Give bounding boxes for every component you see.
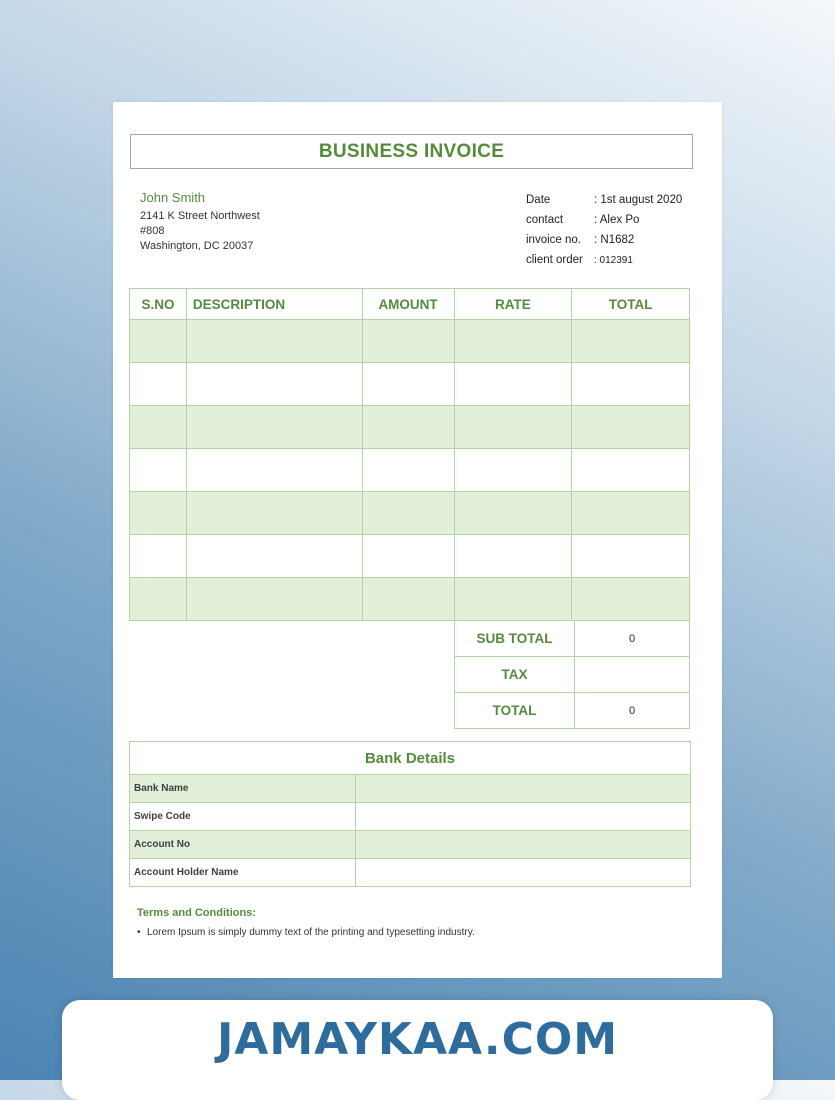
table-cell[interactable] bbox=[454, 406, 572, 449]
table-cell[interactable] bbox=[130, 449, 187, 492]
sender-address-line2: #808 bbox=[140, 225, 165, 237]
bank-field-value[interactable] bbox=[356, 803, 691, 831]
table-cell[interactable] bbox=[362, 406, 454, 449]
table-cell[interactable] bbox=[186, 535, 362, 578]
meta-label: client order bbox=[526, 254, 583, 266]
table-row bbox=[130, 578, 690, 621]
meta-value: : Alex Po bbox=[594, 214, 640, 226]
terms-title: Terms and Conditions: bbox=[137, 907, 256, 919]
table-cell[interactable] bbox=[186, 406, 362, 449]
table-cell[interactable] bbox=[362, 535, 454, 578]
table-cell[interactable] bbox=[186, 363, 362, 406]
table-cell[interactable] bbox=[362, 363, 454, 406]
meta-row-invoice-no bbox=[526, 230, 682, 250]
meta-value: : 012391 bbox=[594, 254, 633, 266]
table-cell[interactable] bbox=[130, 406, 187, 449]
bank-row-bank-name bbox=[130, 775, 691, 803]
invoice-title: BUSINESS INVOICE bbox=[130, 134, 693, 169]
table-cell[interactable] bbox=[362, 492, 454, 535]
meta-row-contact bbox=[526, 210, 682, 230]
sender-address-line1: 2141 K Street Northwest bbox=[140, 210, 260, 222]
bank-details-title: Bank Details bbox=[130, 742, 691, 775]
meta-value: : N1682 bbox=[594, 234, 635, 246]
table-cell[interactable] bbox=[362, 449, 454, 492]
subtotal-value[interactable]: 0 bbox=[575, 621, 690, 657]
bank-row-account-no bbox=[130, 831, 691, 859]
bank-field-label: Account No bbox=[130, 831, 356, 859]
terms-item bbox=[137, 927, 475, 938]
tax-label: TAX bbox=[455, 657, 575, 693]
meta-row-client-order bbox=[526, 250, 682, 270]
tax-row bbox=[455, 657, 690, 693]
table-header-row bbox=[130, 289, 690, 320]
meta-label: invoice no. bbox=[526, 234, 581, 246]
table-row bbox=[130, 363, 690, 406]
table-row bbox=[130, 406, 690, 449]
subtotal-row bbox=[455, 621, 690, 657]
bullet-icon: • bbox=[137, 927, 141, 938]
table-cell[interactable] bbox=[186, 449, 362, 492]
tax-value[interactable] bbox=[575, 657, 690, 693]
meta-label: Date bbox=[526, 194, 551, 206]
column-header-sno: S.NO bbox=[130, 289, 187, 320]
bank-field-value[interactable] bbox=[356, 859, 691, 887]
table-cell[interactable] bbox=[186, 320, 362, 363]
table-cell[interactable] bbox=[454, 449, 572, 492]
table-cell[interactable] bbox=[186, 492, 362, 535]
table-cell[interactable] bbox=[572, 535, 690, 578]
bank-field-value[interactable] bbox=[356, 831, 691, 859]
meta-label: contact bbox=[526, 214, 564, 226]
table-cell[interactable] bbox=[572, 492, 690, 535]
column-header-amount: AMOUNT bbox=[362, 289, 454, 320]
table-row bbox=[130, 492, 690, 535]
brand-logo: JAMAYKAA.COM bbox=[216, 1014, 619, 1065]
column-header-rate: RATE bbox=[454, 289, 572, 320]
subtotal-label: SUB TOTAL bbox=[455, 621, 575, 657]
bank-field-label: Account Holder Name bbox=[130, 859, 356, 887]
table-cell[interactable] bbox=[454, 320, 572, 363]
bank-field-label: Bank Name bbox=[130, 775, 356, 803]
table-cell[interactable] bbox=[186, 578, 362, 621]
total-label: TOTAL bbox=[455, 693, 575, 729]
table-cell[interactable] bbox=[572, 320, 690, 363]
terms-section bbox=[137, 907, 475, 938]
column-header-total: TOTAL bbox=[572, 289, 690, 320]
sender-address-line3: Washington, DC 20037 bbox=[140, 240, 254, 252]
totals-table bbox=[454, 620, 690, 729]
table-cell[interactable] bbox=[454, 535, 572, 578]
table-cell[interactable] bbox=[362, 320, 454, 363]
table-cell[interactable] bbox=[130, 535, 187, 578]
table-cell[interactable] bbox=[362, 578, 454, 621]
terms-item-text: Lorem Ipsum is simply dummy text of the printing and typesetting industry. bbox=[147, 927, 475, 938]
table-cell[interactable] bbox=[572, 578, 690, 621]
bank-field-label: Swipe Code bbox=[130, 803, 356, 831]
table-cell[interactable] bbox=[454, 363, 572, 406]
table-cell[interactable] bbox=[572, 449, 690, 492]
bank-row-account-holder bbox=[130, 859, 691, 887]
bank-row-swipe-code bbox=[130, 803, 691, 831]
table-row bbox=[130, 320, 690, 363]
total-value[interactable]: 0 bbox=[575, 693, 690, 729]
table-cell[interactable] bbox=[454, 492, 572, 535]
line-items-table bbox=[129, 288, 690, 621]
invoice-meta bbox=[526, 190, 682, 270]
meta-value: : 1st august 2020 bbox=[594, 194, 683, 206]
table-cell[interactable] bbox=[130, 320, 187, 363]
sender-name: John Smith bbox=[140, 190, 206, 205]
table-cell[interactable] bbox=[130, 363, 187, 406]
sender-block bbox=[140, 190, 260, 254]
bank-details-header-row bbox=[130, 742, 691, 775]
table-cell[interactable] bbox=[572, 406, 690, 449]
table-row bbox=[130, 449, 690, 492]
table-row bbox=[130, 535, 690, 578]
table-cell[interactable] bbox=[130, 492, 187, 535]
bank-details-table bbox=[129, 741, 691, 887]
footer-banner bbox=[62, 1000, 773, 1100]
table-cell[interactable] bbox=[130, 578, 187, 621]
table-cell[interactable] bbox=[572, 363, 690, 406]
column-header-description: DESCRIPTION bbox=[186, 289, 362, 320]
table-cell[interactable] bbox=[454, 578, 572, 621]
invoice-page bbox=[113, 102, 722, 978]
bank-field-value[interactable] bbox=[356, 775, 691, 803]
total-row bbox=[455, 693, 690, 729]
meta-row-date bbox=[526, 190, 682, 210]
